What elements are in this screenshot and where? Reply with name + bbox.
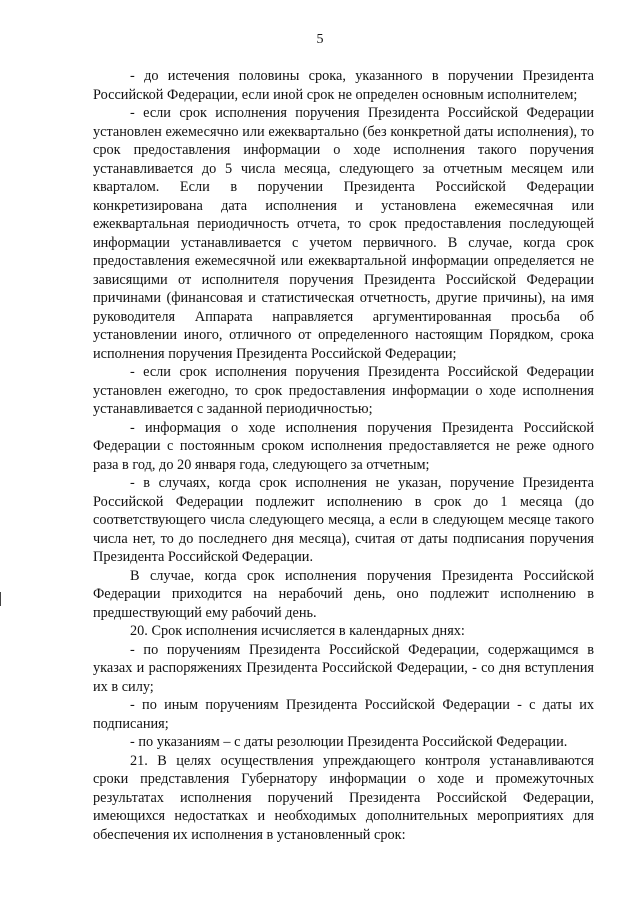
margin-mark [0, 592, 1, 606]
paragraph: В случае, когда срок исполнения поручения Президента Российской Федерации приходится на нерабочий день, оно подлежит исполнению в предшествующий ему рабочий день. [93, 567, 594, 621]
paragraph: - до истечения половины срока, указанного в поручении Президента Российской Федерации, если иной срок не определен основным исполнителем; [93, 68, 594, 103]
paragraph: - если срок исполнения поручения Президента Российской Федерации установлен ежегодно, то срок предоставления информации о ходе исполнения устанавливается с заданной периодичностью; [93, 364, 594, 417]
paragraph: 21. В целях осуществления упреждающего контроля устанавливаются сроки представления Губернатору информации о ходе и промежуточных результатах исполнения поручений Президента Российской Федерации, имеющихся недостатках и необходимых дополнительных мероприятиях для обеспечения их исполнения в установленный срок: [93, 752, 594, 843]
page-number: 5 [316, 32, 324, 47]
paragraph: - по иным поручениям Президента Российской Федерации - с даты их подписания; [93, 697, 594, 732]
paragraph: - если срок исполнения поручения Президента Российской Федерации установлен ежемесячно или ежеквартально (без конкретной даты исполнения), то срок предоставления информации о ходе исполнения такого поручения устанавливается до 5 числа месяца, следующего за отчетным месяцем или кварталом. Если в поручении Президента Российской Федерации конкретизирована дата исполнения и установлена ежемесячная или ежеквартальная периодичность отчета, то срок предоставления последующей информации устанавливается с учетом первичного. В случае, когда срок предоставления ежемесячной или ежеквартальной информации определяется не зависящими от исполнителя поручения Президента Российской Федерации причинами (финансовая и статистическая отчетность, другие причины), на имя руководителя Аппарата направляется аргументированная просьба об установлении иного, отличного от определенного настоящим Порядком, срока исполнения поручения Президента Российской Федерации; [93, 105, 594, 362]
paragraph: - в случаях, когда срок исполнения не указан, поручение Президента Российской Федерации подлежит исполнению в срок до 1 месяца (до соответствующего числа следующего месяца, а если в следующем месяце такого числа нет, то до последнего дня месяца), считая от даты подписания поручения Президента Российской Федерации. [93, 475, 594, 565]
paragraph: - информация о ходе исполнения поручения Президента Российской Федерации с постоянным сроком исполнения предоставляется не реже одного раза в год, до 20 января года, следующего за отчетным; [93, 419, 594, 473]
paragraph: 20. Срок исполнения исчисляется в календарных днях: [130, 623, 465, 639]
paragraph: - по указаниям – с даты резолюции Президента Российской Федерации. [130, 734, 568, 750]
paragraph: - по поручениям Президента Российской Федерации, содержащимся в указах и распоряжениях Президента Российской Федерации, - со дня вступления их в силу; [93, 641, 594, 695]
document-body [93, 67, 594, 844]
